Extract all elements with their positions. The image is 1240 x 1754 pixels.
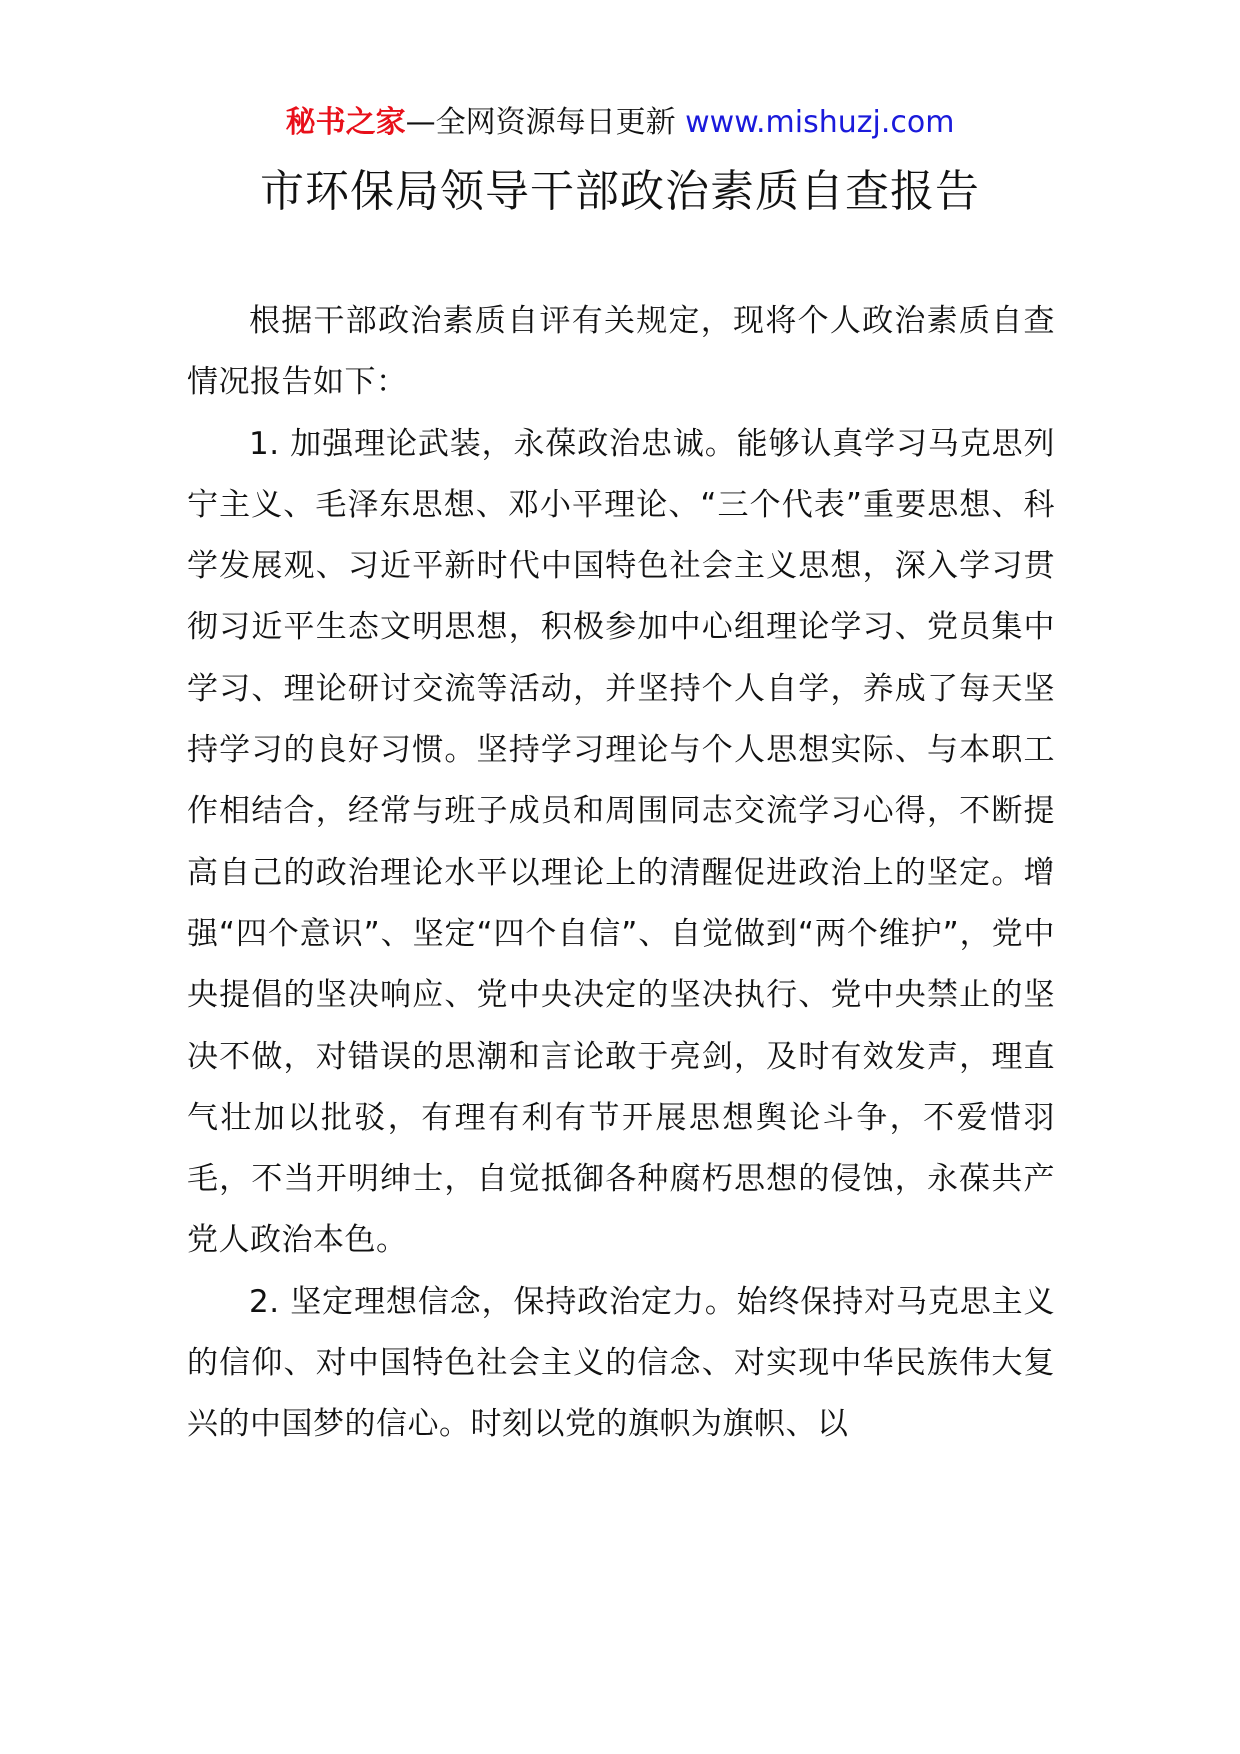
paragraph-section-1: 1. 加强理论武装，永葆政治忠诚。能够认真学习马克思列宁主义、毛泽东思想、邓小平理论、“三个代表”重要思想、科学发展观、习近平新时代中国特色社会主义思想，深入学习贯彻习近平生态文明思想，积极参加中心组理论学习、党员集中学习、理论研讨交流等活动，并坚持个人自学，养成了每天坚持学习的良好习惯。坚持学习理论与个人思想实际、与本职工作相结合，经常与班子成员和周围同志交流学习心得，不断提高自己的政治理论水平以理论上的清醒促进政治上的坚定。增强“四个意识”、坚定“四个自信”、自觉做到“两个维护”，党中央提倡的坚决响应、党中央决定的坚决执行、党中央禁止的坚决不做，对错误的思潮和言论敢于亮剑，及时有效发声，理直气壮加以批驳，有理有利有节开展思想舆论斗争，不爱惜羽毛，不当开明绅士，自觉抵御各种腐朽思想的侵蚀，永葆共产党人政治本色。	[187, 425, 1055, 1259]
document-body	[187, 291, 1055, 1456]
site-header	[0, 101, 1240, 145]
paragraph-intro: 根据干部政治素质自评有关规定，现将个人政治素质自查情况报告如下：	[187, 303, 1055, 401]
header-slogan: —全网资源每日更新	[405, 105, 676, 140]
paragraph-section-2: 2. 坚定理想信念，保持政治定力。始终保持对马克思主义的信仰、对中国特色社会主义的信念、对实现中华民族伟大复兴的中国梦的信心。时刻以党的旗帜为旗帜、以	[187, 1283, 1055, 1443]
document-title: 市环保局领导干部政治素质自查报告	[260, 166, 980, 217]
site-url-link[interactable]: www.mishuzj.com	[685, 105, 955, 140]
brand-name: 秘书之家	[285, 105, 406, 140]
